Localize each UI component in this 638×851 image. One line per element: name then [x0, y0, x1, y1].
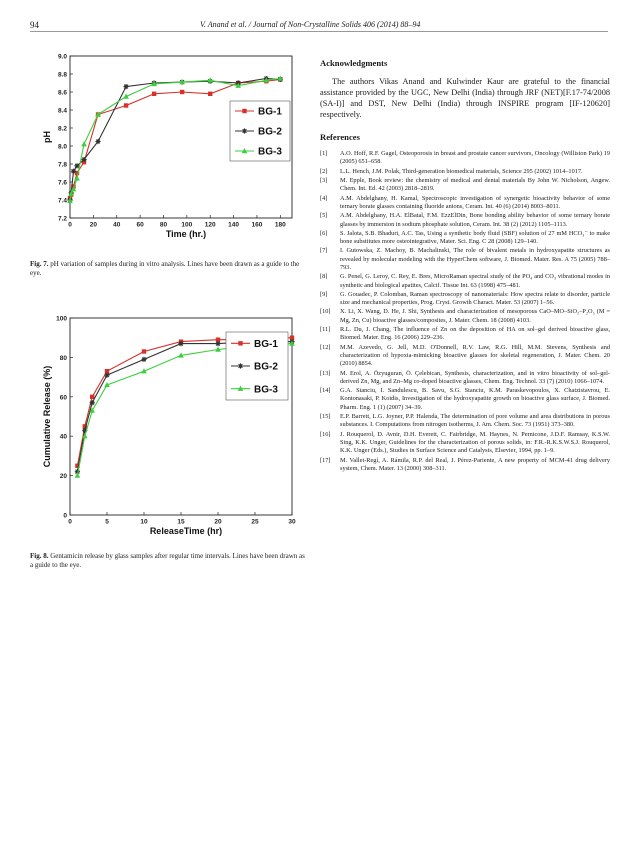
reference-item	[320, 308, 610, 325]
data-point-bg-2	[104, 373, 109, 378]
reference-number: [7]	[320, 247, 328, 255]
legend-label: BG-3	[258, 146, 282, 158]
reference-number: [2]	[320, 167, 328, 175]
page-number: 94	[30, 20, 39, 30]
data-point-bg-2	[90, 400, 95, 405]
legend-marker	[242, 128, 247, 133]
reference-item	[320, 431, 610, 456]
figure-7	[30, 48, 300, 248]
reference-item	[320, 150, 610, 167]
reference-number: [15]	[320, 413, 331, 421]
reference-item	[320, 291, 610, 308]
reference-text: A.O. Hoff, R.F. Gagel, Osteoporosis in breast and prostate cancer survivors, Oncology (Williston Park) 19 (2005) 651–658.	[340, 150, 610, 166]
reference-number: [12]	[320, 343, 331, 351]
header-divider	[30, 31, 608, 32]
y-tick-label: 8.0	[57, 143, 67, 151]
data-point-bg-2	[95, 139, 100, 144]
reference-number: [14]	[320, 387, 331, 395]
reference-text: R.L. Du, J. Chang, The influence of Zn on the deposition of HA on sol–gel derived bioactive glass, Biomed. Mater. Eng. 16 (2006) 229–236.	[340, 326, 610, 342]
right-column	[320, 58, 610, 474]
reference-text: I. Gutowska, Z. Machoy, B. Machalinski, The role of bivalent metals in hydroxyapatite structures as revealed by molecular modeling with the HyperChem software, J. Biomed. Mater. Res. A 75 (2005) 788–793.	[340, 247, 610, 271]
legend-marker	[242, 109, 246, 113]
running-header: V. Anand et al. / Journal of Non-Crystalline Solids 406 (2014) 88–94	[200, 20, 421, 29]
reference-item	[320, 326, 610, 343]
reference-text: M. Vallet-Regí, A. Rámila, R.P. del Real, J. Pérez-Pariente, A new property of MCM-41 drug delivery system, Chem. Mater. 13 (2000) 308–311.	[340, 456, 610, 472]
reference-text: G.A. Stanciu, I. Sandulescu, B. Savu, S.G. Stanciu, K.M. Paraskevopoulos, X. Chatzistavrou, E. Kontonasaki, P. Koidis, Investigation of the hydroxyapatite growth on bioactive glass surface, J. Biomed. Pharm. Eng. 1 (1) (2007) 34–39.	[340, 387, 610, 411]
y-tick-label: 7.2	[57, 215, 67, 223]
reference-number: [17]	[320, 456, 331, 464]
x-tick-label: 100	[181, 221, 193, 229]
y-tick-label: 80	[59, 354, 67, 362]
data-point-bg-1	[90, 395, 94, 399]
x-tick-label: 0	[68, 221, 72, 229]
figure-7-label: Fig. 7.	[30, 260, 49, 268]
data-point-bg-1	[142, 349, 146, 353]
x-tick-label: 80	[159, 221, 168, 229]
y-tick-label: 20	[59, 473, 67, 481]
y-tick-label: 8.2	[57, 125, 67, 133]
y-axis-label: pH	[42, 131, 52, 143]
figure-8-label: Fig. 8.	[30, 552, 49, 560]
y-tick-label: 8.6	[57, 89, 67, 97]
acknowledgments-heading: Acknowledgments	[320, 58, 388, 68]
x-tick-label: 20	[214, 518, 222, 526]
x-tick-label: 25	[251, 518, 259, 526]
reference-text: S. Jalota, S.B. Bhaduri, A.C. Tas, Using a synthetic body fluid (SBF) solution of 27 mM HCO₃⁻ to make bone substitutes more osteointegrative, Mater. Sci. Eng. C 28 (2008) 129–140.	[340, 229, 610, 246]
reference-text: X. Li, X. Wang, D. He, J. Shi, Synthesis and characterization of mesoporous CaO–MO–SiO₂–P₂O₅ (M = Mg, Zn, Cu) bioactive glasses/composites, J. Mater. Chem. 18 (2008) 4103.	[340, 308, 610, 324]
x-tick-label: 120	[204, 221, 216, 229]
reference-item	[320, 344, 610, 369]
release-chart	[30, 310, 300, 545]
references-heading: References	[320, 132, 360, 143]
data-point-bg-2	[123, 84, 128, 89]
reference-number: [11]	[320, 326, 331, 334]
data-point-bg-2	[178, 341, 183, 346]
y-axis-label: Cumulative Release (%)	[42, 365, 52, 468]
reference-number: [4]	[320, 194, 328, 202]
reference-item	[320, 457, 610, 474]
reference-number: [10]	[320, 308, 331, 316]
legend-label: BG-1	[258, 106, 282, 118]
y-tick-label: 60	[59, 394, 67, 402]
x-tick-label: 180	[274, 221, 286, 229]
reference-text: A.M. Abdelghany, H. Kamal, Spectroscopic investigation of synergetic bioactivity behavior of some ternary borate glasses containing fluoride anions, Ceram. Int. 40 (6) (2014) 8003–8011.	[340, 194, 610, 210]
figure-8	[30, 310, 300, 545]
x-tick-label: 15	[177, 518, 185, 526]
reference-item	[320, 273, 610, 290]
reference-text: M.M. Azevedo, G. Jell, M.D. O'Donnell, R.V. Law, R.G. Hill, M.M. Stevens, Synthesis and characterization of hypoxia-mimicking bioactive glasses for skeletal regeneration, J. Mater. Chem. 20 (2010) 8854.	[340, 343, 610, 368]
figure-7-caption-text: pH variation of samples during in vitro analysis. Lines have been drawn as a guide to the eye.	[30, 260, 300, 278]
reference-item	[320, 247, 610, 272]
reference-item	[320, 387, 610, 412]
x-tick-label: 160	[251, 221, 263, 229]
data-point-bg-1	[180, 90, 184, 94]
figure-8-caption-text: Gentamicin release by glass samples after regular time intervals. Lines have been drawn as a guide to the eye.	[30, 552, 305, 570]
legend-label: BG-3	[254, 384, 278, 396]
reference-text: G. Penel, G. Leroy, C. Rey, E. Bres, MicroRaman spectral study of the PO₄ and CO₃ vibrational modes in synthetic and biological apatites, Calcif. Tissue Int. 63 (1998) 475–481.	[340, 273, 610, 289]
reference-item	[320, 168, 610, 176]
y-tick-label: 40	[59, 433, 67, 441]
reference-item	[320, 212, 610, 229]
ph-chart	[30, 48, 300, 248]
data-point-bg-2	[71, 169, 76, 174]
reference-text: L.L. Hench, J.M. Polak, Third-generation biomedical materials, Science 295 (2002) 1014–1017.	[340, 167, 583, 175]
reference-text: E.P. Barrett, L.G. Joyner, P.P. Halenda, The determination of pore volume and area distributions in porous substances. I. Computations from nitrogen isotherms, J. Am. Chem. Soc. 73 (1951) 373–380.	[340, 413, 610, 429]
x-tick-label: 40	[113, 221, 121, 229]
data-point-bg-1	[124, 103, 128, 107]
reference-number: [1]	[320, 150, 328, 158]
y-tick-label: 9.0	[57, 53, 67, 61]
x-tick-label: 10	[140, 518, 148, 526]
y-tick-label: 8.4	[57, 107, 67, 115]
y-tick-label: 7.8	[57, 161, 67, 169]
y-tick-label: 8.8	[57, 71, 67, 79]
reference-text: A.M. Abdelghany, H.A. ElBatal, F.M. EzzElDin, Bone bonding ability behavior of some ternary borate glasses by immersion in sodium phosphate solution, Ceram. Int. 38 (2) (2012) 1105–1113.	[340, 212, 610, 228]
x-tick-label: 5	[105, 518, 109, 526]
y-tick-label: 7.4	[57, 197, 67, 205]
references-list	[320, 150, 610, 473]
reference-number: [6]	[320, 229, 328, 237]
x-axis-label: ReleaseTime (hr)	[149, 526, 223, 536]
legend-label: BG-2	[258, 126, 282, 138]
x-axis-label: Time (hr.)	[165, 229, 207, 239]
figure-7-caption	[30, 260, 305, 278]
legend-label: BG-1	[254, 338, 278, 350]
legend-marker	[238, 341, 242, 345]
x-tick-label: 60	[136, 221, 144, 229]
reference-item	[320, 230, 610, 247]
reference-number: [3]	[320, 177, 328, 185]
reference-text: M. Epple, Book review: the chemistry of medical and dental materials By John W. Nicholson, Angew. Chem. Int. Ed. 42 (2003) 2818–2819.	[340, 177, 610, 193]
reference-item	[320, 370, 610, 387]
x-tick-label: 140	[228, 221, 240, 229]
reference-item	[320, 195, 610, 212]
y-tick-label: 0	[63, 512, 67, 520]
legend-marker	[238, 363, 243, 368]
reference-number: [13]	[320, 369, 331, 377]
x-tick-label: 0	[68, 518, 72, 526]
reference-item	[320, 413, 610, 430]
data-point-bg-1	[152, 92, 156, 96]
acknowledgments-text: The authors Vikas Anand and Kulwinder Kaur are grateful to the financial assistance provided by the UGC, New Delhi (India) through JRF (NET)[F.17-74/2008 (SA-I)] and DST, New Delhi (India) through INSPIRE program [IF-120620] respectively.	[320, 77, 610, 120]
reference-number: [9]	[320, 290, 328, 298]
reference-number: [8]	[320, 273, 328, 281]
legend-label: BG-2	[254, 361, 278, 373]
reference-number: [16]	[320, 430, 331, 438]
reference-number: [5]	[320, 212, 328, 220]
y-tick-label: 7.6	[57, 179, 67, 187]
reference-text: G. Gouadec, P. Colomban, Raman spectroscopy of nanomaterials: How spectra relate to disorder, particle size and mechanical properties, Prog. Cryst. Growth Charact. Mater. 53 (2007) 1–56.	[340, 290, 610, 307]
reference-text: M. Erol, A. Özyuguran, Ö. Çelebican, Synthesis, characterization, and in vitro bioactivity of sol–gel-derived Zn, Mg, and Zn–Mg co-doped bioactive glasses, Chem. Eng. Technol. 33 (7) (2010) 1066–1074.	[340, 369, 610, 385]
data-point-bg-2	[141, 357, 146, 362]
reference-text: J. Rouquerol, D. Avnir, D.H. Everett, C. Fairbridge, M. Haynes, N. Pernicone, J.D.F. Ramsay, K.S.W. Sing, K.K. Unger, Guidelines for the characterization of porous solids, in: F.R.-R.K.S.W.S.J. Rouquerol, K.K. Unger (Eds.), Studies in Surface Science and Catalysis, Elsevier, 1994, pp. 1–9.	[340, 430, 610, 455]
reference-item	[320, 177, 610, 194]
data-point-bg-2	[81, 157, 86, 162]
x-tick-label: 20	[89, 221, 97, 229]
data-point-bg-2	[215, 341, 220, 346]
data-point-bg-1	[208, 92, 212, 96]
y-tick-label: 100	[56, 315, 67, 323]
figure-8-caption	[30, 552, 305, 570]
x-tick-label: 30	[288, 518, 296, 526]
